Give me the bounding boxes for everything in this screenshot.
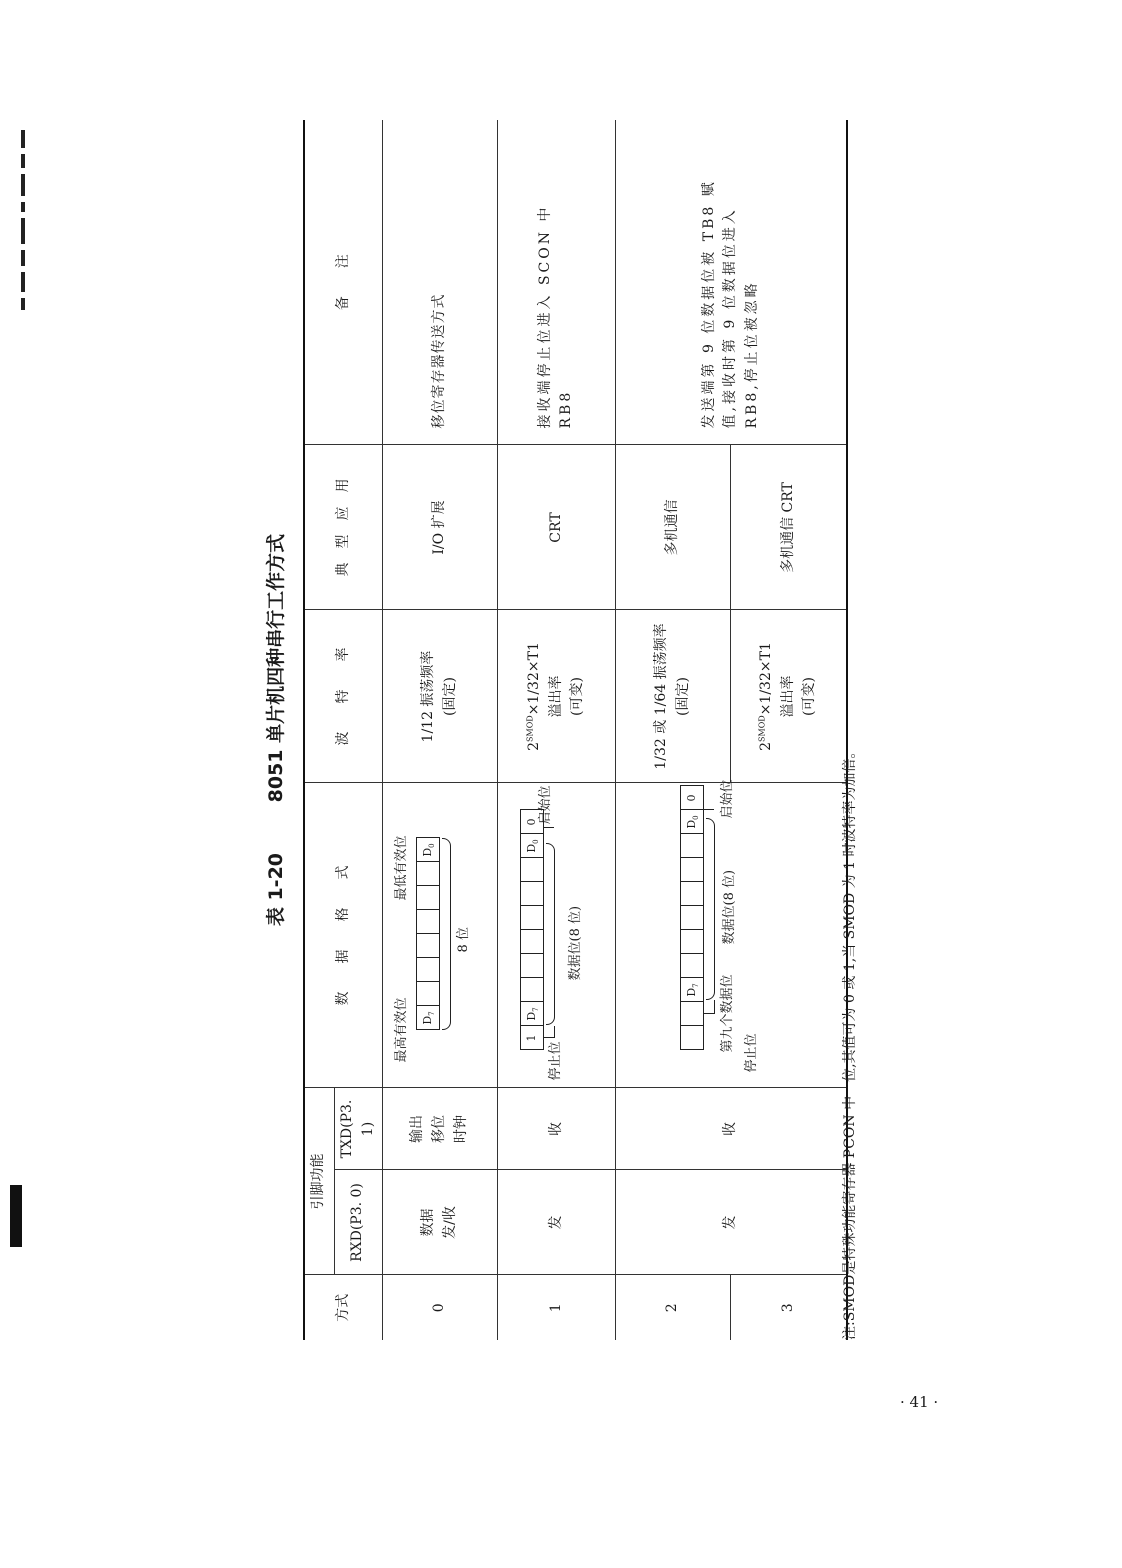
start-tick xyxy=(704,810,714,811)
stop-label: 停止位 xyxy=(548,1041,564,1081)
use-cell: 多机通信 CRT xyxy=(730,445,847,610)
rxd-cell: 发 xyxy=(497,1170,615,1275)
bit-cell xyxy=(417,911,439,935)
bit-cell xyxy=(521,883,543,907)
bit-cell-d7: $D_7$ xyxy=(521,1003,543,1027)
span-label: 数据位(8 位) xyxy=(722,869,738,945)
bit-cell xyxy=(681,931,703,955)
stop-bit-cell: 1 xyxy=(525,1034,539,1042)
baud-cell xyxy=(382,610,497,783)
binding-block xyxy=(10,1185,22,1247)
remarks-cell xyxy=(615,120,847,445)
bit-cells xyxy=(416,838,440,1031)
bit-cell xyxy=(521,955,543,979)
start-bit-cell: 0 xyxy=(521,811,543,835)
header-pin-function: 引脚功能 xyxy=(304,1088,334,1275)
ninth-tick xyxy=(704,1014,714,1015)
cell-line: RB8,停止位被忽略 xyxy=(743,280,760,429)
bit-cell xyxy=(681,955,703,979)
table-footnote: 注:SMOD是特殊功能寄存器 PCON 中一位,其值可为 0 或 1,当 SMOD 为 1 时波特率为加倍。 xyxy=(842,744,858,1340)
bit-cell xyxy=(417,887,439,911)
cell-line: 1/32 或 1/64 振荡频率 xyxy=(653,623,670,770)
cell-line: 1/12 振荡频率 xyxy=(420,650,437,743)
bit-cell xyxy=(417,863,439,887)
start-bit-cell: 0 xyxy=(681,787,703,811)
bit-cells xyxy=(520,810,544,1051)
msb-label: 最高有效位 xyxy=(393,997,409,1063)
caption-title: 8051 单片机四种串行工作方式 xyxy=(265,533,287,803)
mode-cell: 0 xyxy=(382,1275,497,1340)
bit-cell xyxy=(417,983,439,1007)
span-brace xyxy=(706,819,715,1001)
mode-cell: 3 xyxy=(730,1275,847,1340)
bit-cell-d7: $D_7$ xyxy=(681,979,703,1003)
cell-line: (固定) xyxy=(674,677,691,716)
frame-diagram-mode23 xyxy=(666,779,796,1081)
bit-cell xyxy=(681,883,703,907)
cell-line: $2^{SMOD}\times 1/32\times T1$ xyxy=(525,642,542,751)
remarks-cell: 移位寄存器传送方式 xyxy=(382,120,497,445)
ninth-leader xyxy=(714,1001,715,1015)
page-number: · 41 · xyxy=(900,1393,939,1411)
use-cell: CRT xyxy=(497,445,615,610)
stop-leader xyxy=(554,1027,555,1039)
header-txd: TXD(P3. 1) xyxy=(334,1088,382,1170)
bit-cell-d0: $D_0$ xyxy=(521,835,543,859)
cell-line: 数据 xyxy=(420,1208,437,1237)
cell-line: (可变) xyxy=(569,677,586,716)
mode-cell: 2 xyxy=(615,1275,730,1340)
rxd-cell: 发 xyxy=(615,1170,847,1275)
superscript: SMOD xyxy=(757,715,767,742)
cell-line: 时钟 xyxy=(452,1115,469,1143)
ninth-bit-cell xyxy=(681,1003,703,1027)
baud-cell xyxy=(615,610,730,783)
cell-line: 发/收 xyxy=(441,1206,458,1239)
start-label: 启始位 xyxy=(720,779,736,819)
ninth-label: 第九个数据位 xyxy=(720,974,736,1053)
cell-line: $2^{SMOD}\times 1/32\times T1$ xyxy=(757,642,775,751)
data-format-cell xyxy=(615,779,847,1088)
table-caption xyxy=(261,120,288,1340)
span-label: 8 位 xyxy=(455,927,471,953)
cell-line: 溢出率 xyxy=(547,675,564,718)
bit-cell xyxy=(521,859,543,883)
bit-cell xyxy=(521,931,543,955)
cell-line: (可变) xyxy=(801,677,818,716)
baud-cell xyxy=(730,610,847,783)
cell-line: 值,接收时第 9 位数据位进入 xyxy=(722,207,739,429)
cell-line: RB8 xyxy=(558,389,575,429)
txd-cell: 收 xyxy=(497,1088,615,1170)
header-typical-use: 典 型 应 用 xyxy=(304,445,382,610)
header-data-format: 数 据 格 式 xyxy=(304,783,382,1088)
header-baud-rate: 波 特 率 xyxy=(304,610,382,783)
lsb-label: 最低有效位 xyxy=(393,835,409,901)
cell-line: 溢出率 xyxy=(779,675,796,718)
txd-cell xyxy=(382,1088,497,1170)
serial-modes-table xyxy=(303,120,848,1340)
span-brace xyxy=(442,839,451,1031)
baud-cell xyxy=(497,610,615,783)
table-row xyxy=(382,120,497,1340)
bit-cell xyxy=(521,907,543,931)
span-label: 数据位(8 位) xyxy=(568,905,584,981)
frame-diagram-mode1 xyxy=(506,785,606,1081)
start-label: 启始位 xyxy=(538,785,554,825)
bit-cell xyxy=(417,959,439,983)
use-cell: I/O 扩展 xyxy=(382,445,497,610)
cell-line: 发送端第 9 位数据位被 TB8 赋 xyxy=(700,179,717,429)
cell-line: 接收端停止位进入 SCON 中 xyxy=(536,204,553,429)
table-row xyxy=(497,120,615,1340)
bit-cells xyxy=(680,786,704,1051)
rotated-table-region xyxy=(265,120,858,1340)
stop-tick xyxy=(544,1038,554,1039)
cell-line: (固定) xyxy=(441,677,458,716)
bit-cell-d7: $D_7$ xyxy=(420,1011,437,1025)
binding-marks xyxy=(8,130,38,360)
use-cell: 多机通信 xyxy=(615,445,730,610)
cell-line: 输出 xyxy=(409,1115,426,1143)
bit-cell xyxy=(681,859,703,883)
header-rxd: RXD(P3. 0) xyxy=(334,1170,382,1275)
stop-label: 停止位 xyxy=(744,1033,760,1073)
frame-diagram-mode0 xyxy=(390,801,490,1071)
start-tick xyxy=(544,828,554,829)
txd-cell: 收 xyxy=(615,1088,847,1170)
rxd-cell xyxy=(382,1170,497,1275)
span-brace xyxy=(546,844,555,1026)
header-mode: 方式 xyxy=(304,1275,382,1340)
cell-line: 移位 xyxy=(431,1115,448,1143)
caption-number: 表 1-20 xyxy=(265,852,287,927)
bit-cell-d0: $D_0$ xyxy=(417,839,439,863)
bit-cell xyxy=(417,935,439,959)
data-format-cell xyxy=(497,783,615,1088)
bit-cell xyxy=(521,979,543,1003)
bit-cell xyxy=(681,835,703,859)
table-row xyxy=(615,120,730,1340)
stop-bit-cell xyxy=(681,1027,703,1050)
data-format-cell xyxy=(382,783,497,1088)
header-remarks: 备 注 xyxy=(304,120,382,445)
header-row xyxy=(304,120,334,1340)
superscript: SMOD xyxy=(525,715,535,742)
remarks-cell xyxy=(497,120,615,445)
mode-cell: 1 xyxy=(497,1275,615,1340)
bit-cell-d0: $D_0$ xyxy=(681,811,703,835)
bit-cell xyxy=(681,907,703,931)
